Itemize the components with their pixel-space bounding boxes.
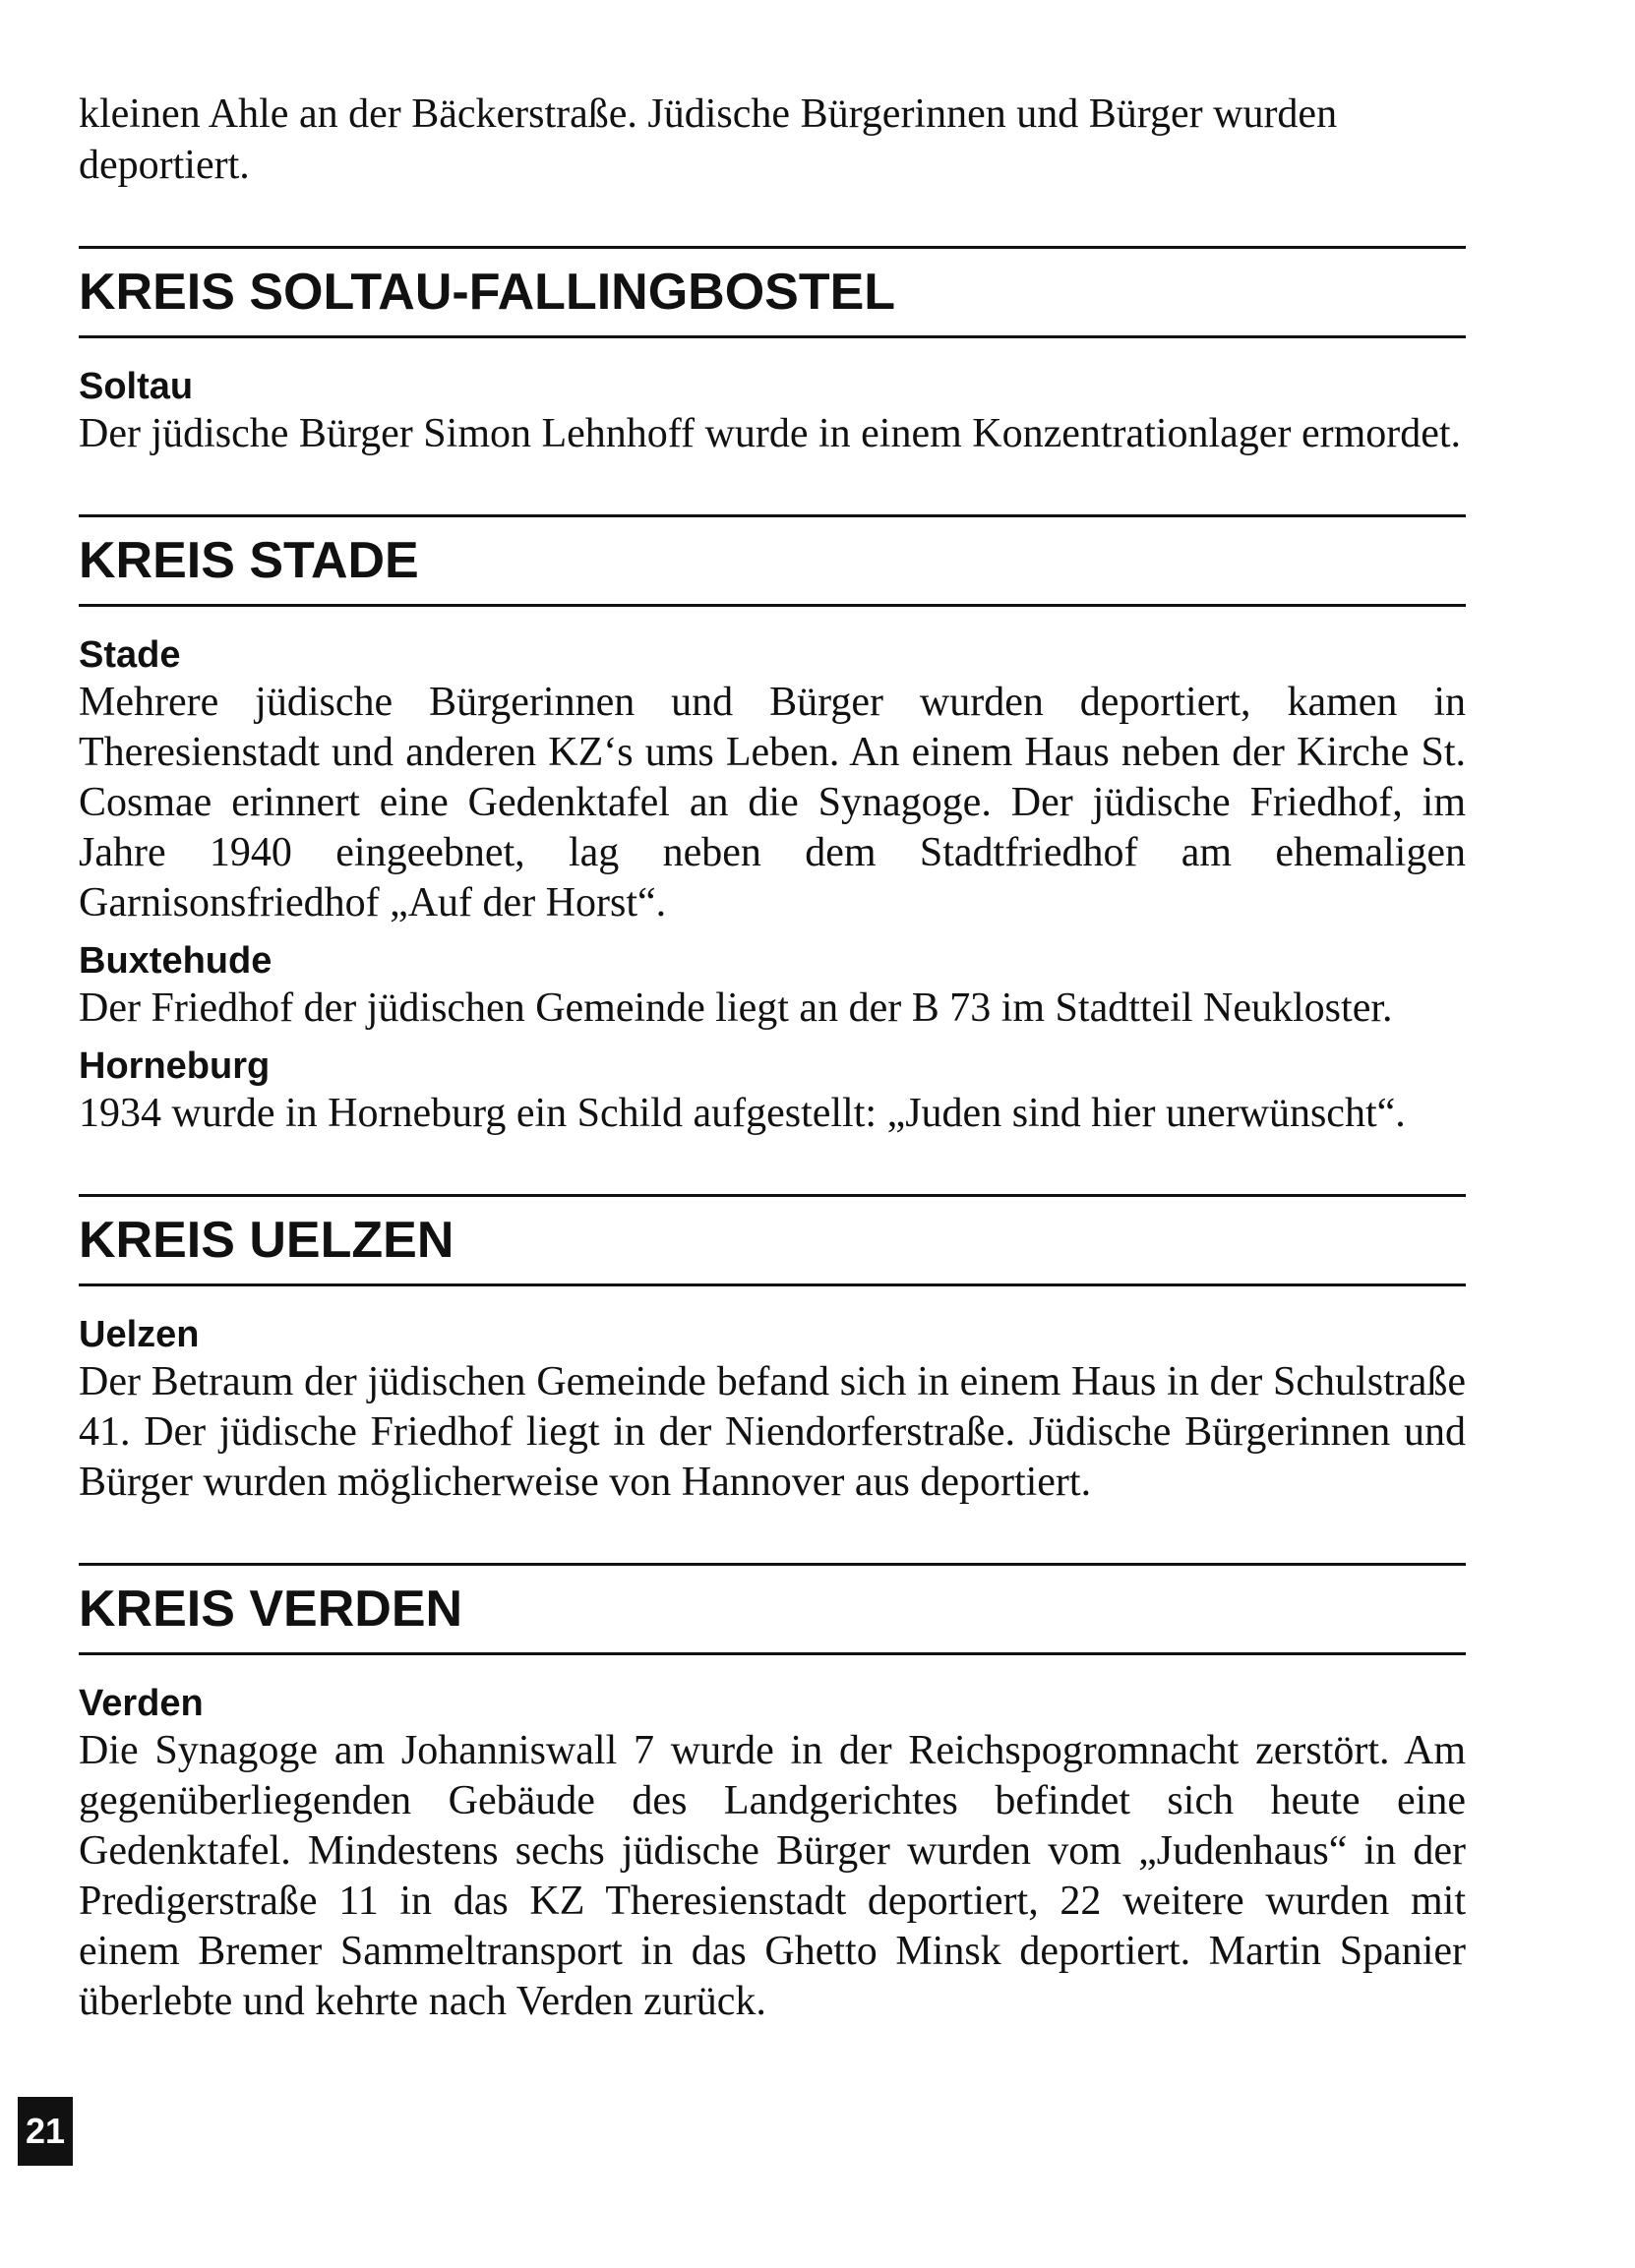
place-heading: Verden xyxy=(79,1683,204,1724)
place-text: Die Synagoge am Johanniswall 7 wurde in der Reichspogromnacht zerstört. Am gegenüberliegenden Gebäude des Landgerichtes befindet sich heute eine Gedenktafel. Mindestens sechs jüdische Bürger wurden vom „Judenhaus“ in der Predigerstraße 11 in das KZ Theresienstadt deportiert, 22 weitere wurden mit einem Bremer Sammeltransport in das Ghetto Minsk deportiert. Martin Spanier überlebte und kehrte nach Verden zurück. xyxy=(79,1728,1466,2024)
section-rule-top xyxy=(79,1194,1466,1197)
entry-uelzen xyxy=(79,1312,1466,1508)
entry-horneburg xyxy=(79,1044,1466,1139)
place-heading: Stade xyxy=(79,634,181,676)
document-page xyxy=(79,89,1466,2027)
section-stade xyxy=(79,514,1466,1139)
section-rule-top xyxy=(79,514,1466,517)
place-text: 1934 wurde in Horneburg ein Schild aufgestellt: „Juden sind hier unerwünscht“. xyxy=(79,1091,1406,1136)
section-title: KREIS VERDEN xyxy=(79,1581,463,1638)
section-rule-top xyxy=(79,1563,1466,1566)
place-heading: Soltau xyxy=(79,366,194,407)
place-text: Der Betraum der jüdischen Gemeinde befand sich in einem Haus in der Schulstraße 41. Der jüdische Friedhof liegt in der Niendorferstraße. Jüdische Bürgerinnen und Bürger wurden möglicherweise von Hannover aus deportiert. xyxy=(79,1359,1466,1505)
section-title: KREIS STADE xyxy=(79,532,419,589)
section-verden xyxy=(79,1563,1466,2027)
intro-paragraph: kleinen Ahle an der Bäckerstraße. Jüdische Bürgerinnen und Bürger wurden deportiert. xyxy=(79,91,1338,188)
section-rule-bottom xyxy=(79,335,1466,338)
place-text: Mehrere jüdische Bürgerinnen und Bürger wurden deportiert, kamen in Theresienstadt und anderen KZ‘s ums Leben. An einem Haus neben der Kirche St. Cosmae erinnert eine Gedenktafel an die Synagoge. Der jüdische Friedhof, im Jahre 1940 eingeebnet, lag neben dem Stadtfriedhof am ehemaligen Garnisonsfriedhof „Auf der Horst“. xyxy=(79,680,1466,925)
entry-buxtehude xyxy=(79,938,1466,1034)
place-text: Der Friedhof der jüdischen Gemeinde liegt an der B 73 im Stadtteil Neukloster. xyxy=(79,985,1393,1031)
place-heading: Horneburg xyxy=(79,1045,271,1087)
entry-verden xyxy=(79,1681,1466,2027)
entry-soltau xyxy=(79,364,1466,459)
section-rule-bottom xyxy=(79,1283,1466,1286)
section-title: KREIS UELZEN xyxy=(79,1212,454,1269)
entry-stade xyxy=(79,632,1466,928)
place-heading: Buxtehude xyxy=(79,940,272,982)
section-rule-bottom xyxy=(79,604,1466,607)
section-soltau-fallingbostel xyxy=(79,246,1466,459)
section-title: KREIS SOLTAU-FALLINGBOSTEL xyxy=(79,264,896,321)
page-number: 21 xyxy=(18,2097,73,2166)
section-uelzen xyxy=(79,1194,1466,1508)
place-heading: Uelzen xyxy=(79,1314,200,1355)
place-text: Der jüdische Bürger Simon Lehnhoff wurde in einem Konzentrationlager ermordet. xyxy=(79,411,1462,456)
section-rule-bottom xyxy=(79,1652,1466,1655)
section-rule-top xyxy=(79,246,1466,249)
